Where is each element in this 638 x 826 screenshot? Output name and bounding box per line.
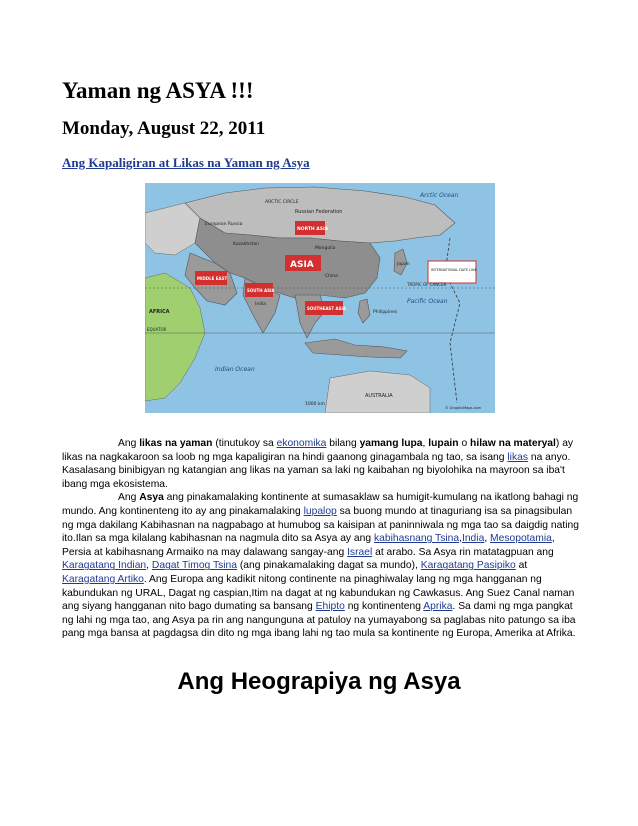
text-segment: , <box>484 533 491 545</box>
paragraph-asya <box>62 491 582 641</box>
text-segment: , Persia at kabihasnang Armaiko na may dalawang sangay-ang <box>62 533 555 558</box>
text-segment: na anyo. Kasalasang binibigyan ng katangian ang likas na yaman sa laki ng kaibahan ng biyolohika na mayroon sa iba't ibang mga ekosistema. <box>62 451 571 490</box>
map-label-credit: © GraphicMaps.com <box>445 406 482 410</box>
text-segment: ang pinakamalaking kontinente at sumasaklaw sa humigit-kumulang na ikatlong bahagi ng mundo. Ang kontinenteng ito ay ang pinakamalaking <box>62 492 579 517</box>
section-heading: Ang Heograpiya ng Asya <box>177 668 461 695</box>
map-label-date-line: INTERNATIONAL DATE LINE <box>431 268 477 272</box>
map-label-asia: ASIA <box>290 260 314 270</box>
map-label-tropic-of-cancer: TROPIC OF CANCER <box>407 282 447 287</box>
map-label-mongolia: Mongolia <box>315 246 336 251</box>
map-label-russian-federation: Russian Federation <box>295 209 343 215</box>
link-dagat-timog-tsina[interactable]: Dagat Timog Tsina <box>151 560 237 572</box>
text-segment: at <box>515 560 528 572</box>
link-ehipto[interactable]: Ehipto <box>315 601 345 613</box>
map-label-philippines: Philippines <box>373 310 398 315</box>
asia-map <box>145 183 495 413</box>
map-label-equator: EQUATOR <box>147 327 167 332</box>
text-segment: , <box>422 438 429 449</box>
bold-term: lupain <box>428 438 459 449</box>
map-label-middle-east: MIDDLE EAST <box>197 276 228 281</box>
text-segment: ng kontinenteng <box>344 601 424 613</box>
text-segment: at arabo. Sa Asya rin matatagpuan ang <box>372 546 554 558</box>
bold-term: yamang lupa <box>359 438 423 449</box>
map-label-scale: 1000 km <box>305 402 325 407</box>
map-label-indian-ocean: Indian Ocean <box>215 366 255 373</box>
link-ekonomika[interactable]: ekonomika <box>276 438 327 449</box>
map-label-india: India <box>255 302 267 307</box>
post-title-link[interactable]: Ang Kapaligiran at Likas na Yaman ng Asya <box>62 155 310 170</box>
post-date: Monday, August 22, 2011 <box>62 118 266 139</box>
map-label-australia: AUSTRALIA <box>365 393 393 399</box>
map-label-north-asia: NORTH ASIA <box>297 227 329 232</box>
bold-term: likas na yaman <box>139 438 213 449</box>
text-segment: Ang <box>118 492 140 504</box>
link-karagatang-indian[interactable]: Karagatang Indian <box>62 560 147 572</box>
link-india[interactable]: India <box>461 533 485 545</box>
text-segment: (tinutukoy sa <box>212 438 277 449</box>
paragraph-likas-na-yaman <box>62 437 582 491</box>
map-label-china: China <box>325 274 338 279</box>
map-label-africa: AFRICA <box>149 309 170 315</box>
map-label-arctic-circle: ARCTIC CIRCLE <box>265 200 299 205</box>
map-label-european-russia: European Russia <box>205 222 243 227</box>
bold-term: Asya <box>139 492 164 504</box>
asia-map-image <box>145 183 495 413</box>
text-segment: , <box>146 560 152 572</box>
text-segment: sa buong mundo at tinaguriang isa sa pinagsibulan ng mga dakilang Kabihasnan na nagpabago at humubog sa kaisipan at paninniwala ng mga tao sa daigdig nating ito.Ilan sa mga kilalang kabihasnan na nagmula dito sa Asya ay ang <box>62 505 579 545</box>
link-mesopotamia[interactable]: Mesopotamia <box>490 533 552 545</box>
link-israel[interactable]: Israel <box>347 546 373 558</box>
text-segment: , <box>459 533 462 545</box>
text-segment: (ang pinakamalaking dagat sa mundo), <box>237 560 421 572</box>
link-likas[interactable]: likas <box>507 451 528 463</box>
blog-title: Yaman ng ASYA !!! <box>62 78 254 103</box>
text-segment: ) ay likas na nagkakaroon sa loob ng mga kapaligiran na hindi gaanong ginagambala ng tao, sa isang <box>62 438 574 463</box>
post-body <box>62 437 582 641</box>
text-segment: bilang <box>326 438 360 449</box>
map-label-kazakhstan: Kazakhstan <box>233 242 259 247</box>
link-karagatang-pasipiko[interactable]: Karagatang Pasipiko <box>420 560 516 572</box>
text-segment: . Ang Europa ang kadikit nitong continente na pinaghiwalay lang ng mga hangganan ng kabundukan ng URAL, Dagat ng caspian,Itim na dagat at ng kabundukan ng Cawkasus. Ang Suez Canal naman ang siyang hangganan nito bago dumating sa bansang <box>62 573 575 613</box>
map-label-arctic-ocean: Arctic Ocean <box>420 192 459 199</box>
map-label-japan: Japan <box>397 262 410 267</box>
link-aprika[interactable]: Aprika <box>423 601 453 613</box>
link-karagatang-artiko[interactable]: Karagatang Artiko <box>62 573 144 585</box>
map-label-pacific-ocean: Pacific Ocean <box>407 298 448 305</box>
map-label-southeast-asia: SOUTHEAST ASIA <box>307 306 346 311</box>
text-segment: . Sa dami ng mga pangkat ng lahi ng mga tao, ang Asya pa rin ang nangunguna at patuloy na yumayabong sa paglabas nito patungo sa iba pang mga bansa at pagdagsa din dito ng mga ibang lahi ng tao mula sa kontinente ng Europa, Amerika at Afrika. <box>62 601 576 640</box>
link-kabihasnang-tsina[interactable]: kabihasnang Tsina <box>373 533 460 545</box>
link-lupalop[interactable]: lupalop <box>303 505 337 517</box>
bold-term: hilaw na materyal <box>470 438 556 449</box>
text-segment: Ang <box>118 438 140 449</box>
map-label-south-asia: SOUTH ASIA <box>247 288 275 293</box>
text-segment: o <box>458 438 471 449</box>
date-line-box <box>428 261 476 283</box>
